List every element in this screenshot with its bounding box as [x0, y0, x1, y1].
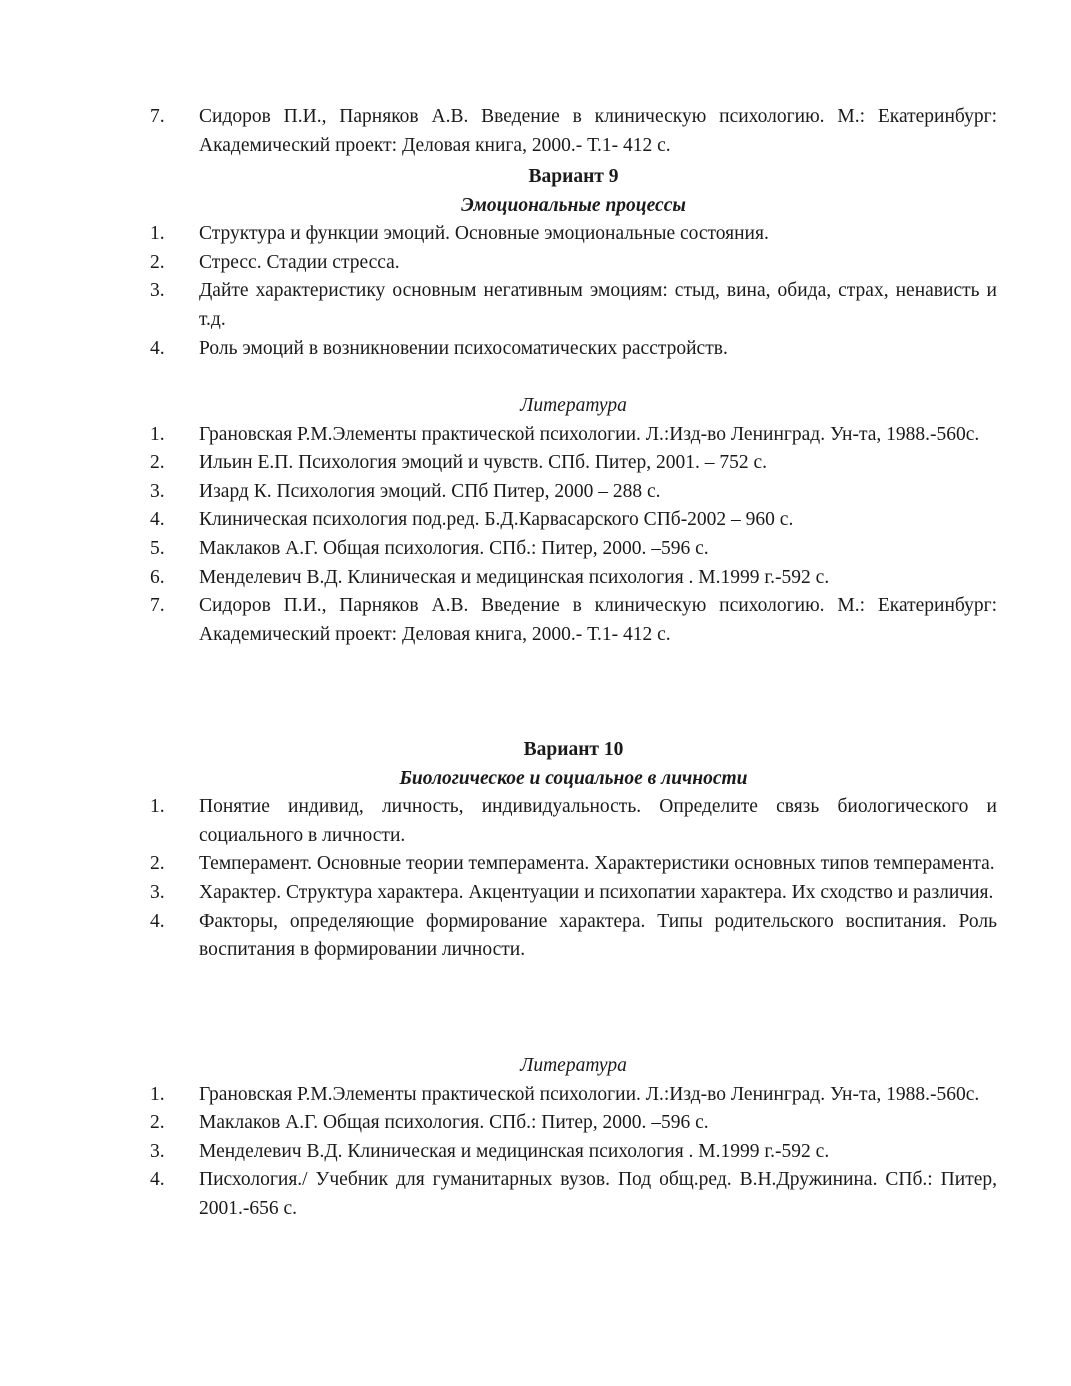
variant-9-heading: Вариант 9	[528, 166, 619, 187]
question-number: 2.	[150, 853, 165, 875]
variant-9-section	[150, 163, 997, 363]
literature-text: Ильин Е.П. Психология эмоций и чувств. СПб. Питер, 2001. – 752 с.	[199, 452, 768, 474]
literature-text: Менделевич В.Д. Клиническая и медицинская психология . М.1999 г.-592 с.	[199, 1140, 830, 1162]
variant-9-literature	[150, 392, 997, 649]
literature-item	[150, 1081, 997, 1110]
literature-number: 2.	[150, 452, 165, 474]
variant-10-topic: Биологическое и социальное в личности	[399, 767, 748, 789]
literature-item	[150, 535, 997, 564]
question-text: Стресс. Стадии стресса.	[199, 251, 400, 273]
question-text: Роль эмоций в возникновении психосоматических расстройств.	[199, 337, 728, 359]
literature-number: 3.	[150, 480, 165, 502]
question-number: 4.	[150, 910, 165, 932]
literature-item	[150, 564, 997, 593]
literature-item	[150, 449, 997, 478]
question-text: Структура и функции эмоций. Основные эмоциональные состояния.	[199, 223, 769, 245]
variant-9-topic: Эмоциональные процессы	[461, 194, 686, 216]
list-item-text: Сидоров П.И., Парняков А.В. Введение в клиническую психологию. М.: Екатеринбург: Академический проект: Деловая книга, 2000.- Т.1- 412 с.	[199, 106, 997, 156]
literature-item	[150, 421, 997, 450]
question-number: 1.	[150, 223, 165, 245]
literature-heading: Литература	[520, 1055, 627, 1076]
question-item	[150, 249, 997, 278]
question-number: 2.	[150, 251, 165, 273]
question-text: Факторы, определяющие формирование характера. Типы родительского воспитания. Роль воспитания в формировании личности.	[199, 910, 997, 961]
literature-item	[150, 1109, 997, 1138]
question-text: Темперамент. Основные теории темперамента. Характеристики основных типов темперамента.	[199, 853, 995, 875]
variant-10-heading: Вариант 10	[523, 739, 624, 760]
literature-text: Клиническая психология под.ред. Б.Д.Карвасарского СПб-2002 – 960 с.	[199, 509, 794, 531]
question-number: 4.	[150, 337, 165, 359]
literature-text: Изард К. Психология эмоций. СПб Питер, 2000 – 288 с.	[199, 480, 661, 502]
literature-item	[150, 478, 997, 507]
literature-item	[150, 506, 997, 535]
literature-text: Писхология./ Учебник для гуманитарных вузов. Под общ.ред. В.Н.Дружинина. СПб.: Питер, 2001.-656 с.	[199, 1169, 997, 1219]
question-item	[150, 879, 997, 908]
variant-10-section	[150, 736, 997, 965]
literature-number: 1.	[150, 1083, 165, 1105]
question-item	[150, 335, 997, 364]
literature-number: 6.	[150, 566, 165, 588]
question-text: Характер. Структура характера. Акцентуации и психопатии характера. Их сходство и различия.	[199, 881, 994, 903]
literature-text: Сидоров П.И., Парняков А.В. Введение в клиническую психологию. М.: Екатеринбург: Академический проект: Деловая книга, 2000.- Т.1- 412 с.	[199, 595, 997, 645]
literature-heading: Литература	[520, 395, 627, 416]
variant-10-literature	[150, 1052, 997, 1224]
literature-number: 5.	[150, 537, 165, 559]
literature-item	[150, 1138, 997, 1167]
literature-item	[150, 592, 997, 649]
question-number: 3.	[150, 881, 165, 903]
question-number: 3.	[150, 280, 165, 302]
question-item	[150, 850, 997, 879]
question-item	[150, 277, 997, 334]
literature-text: Маклаков А.Г. Общая психология. СПб.: Питер, 2000. –596 с.	[199, 537, 709, 559]
literature-text: Маклаков А.Г. Общая психология. СПб.: Питер, 2000. –596 с.	[199, 1112, 709, 1134]
literature-text: Грановская Р.М.Элементы практической психологии. Л.:Изд-во Ленинград. Ун-та, 1988.-560с.	[199, 423, 980, 445]
variant-10-questions	[150, 793, 997, 965]
literature-number: 2.	[150, 1112, 165, 1134]
literature-number: 4.	[150, 509, 165, 531]
list-item	[150, 103, 997, 160]
literature-number: 3.	[150, 1140, 165, 1162]
variant-9-questions	[150, 220, 997, 363]
literature-item	[150, 1166, 997, 1223]
question-text: Понятие индивид, личность, индивидуальность. Определите связь биологического и социального в личности.	[199, 796, 997, 846]
question-item	[150, 220, 997, 249]
literature-number: 7.	[150, 595, 165, 617]
previous-literature-list	[150, 103, 997, 160]
question-number: 1.	[150, 796, 165, 818]
literature-number: 4.	[150, 1169, 165, 1191]
list-item-number: 7.	[150, 106, 165, 127]
question-item	[150, 793, 997, 850]
literature-text: Грановская Р.М.Элементы практической психологии. Л.:Изд-во Ленинград. Ун-та, 1988.-560с.	[199, 1083, 980, 1105]
question-text: Дайте характеристику основным негативным эмоциям: стыд, вина, обида, страх, ненависть и т.д.	[199, 280, 997, 330]
literature-text: Менделевич В.Д. Клиническая и медицинская психология . М.1999 г.-592 с.	[199, 566, 830, 588]
question-item	[150, 908, 997, 965]
literature-number: 1.	[150, 423, 165, 445]
